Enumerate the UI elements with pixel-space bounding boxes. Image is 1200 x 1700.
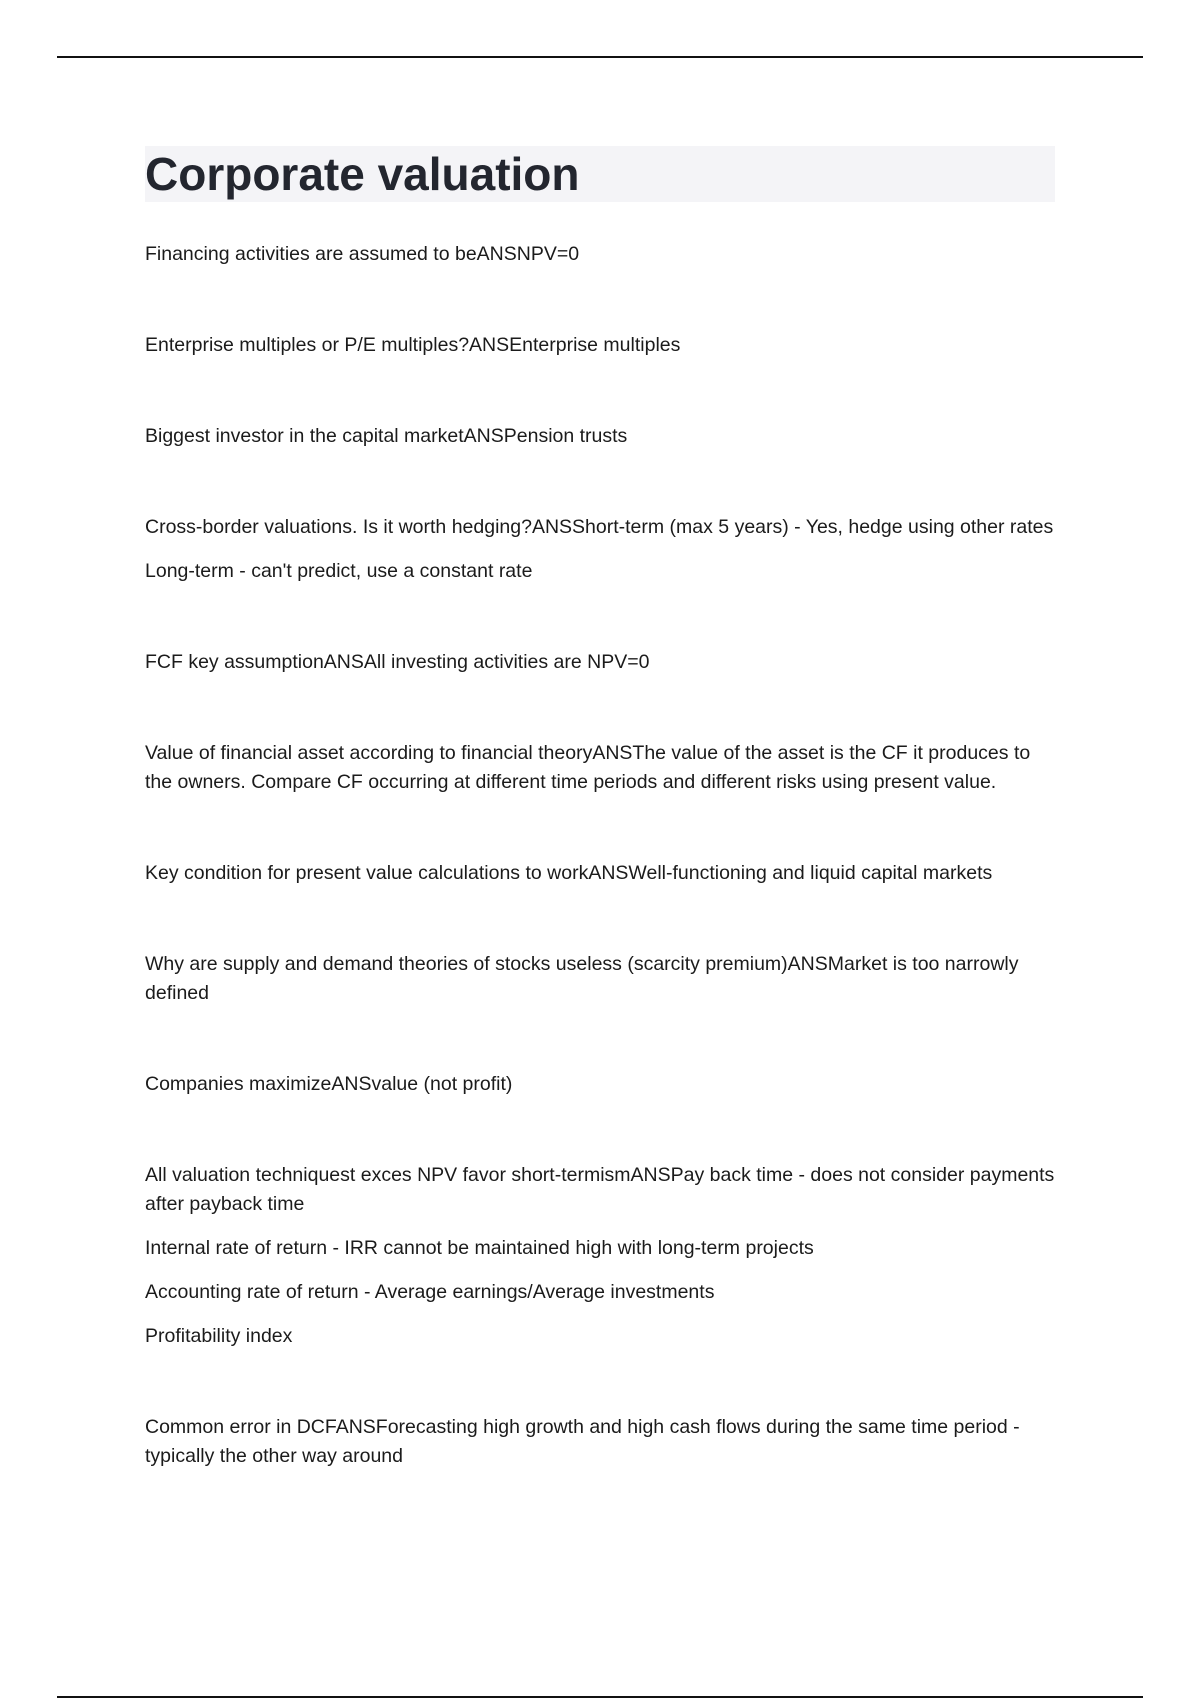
qa-entry	[145, 648, 1055, 677]
qa-entry	[145, 331, 1055, 360]
qa-text: Internal rate of return - IRR cannot be maintained high with long-term projects	[145, 1237, 814, 1259]
qa-entry	[145, 1161, 1055, 1351]
document-title: Corporate valuation	[145, 148, 580, 200]
qa-text: Long-term - can't predict, use a constant rate	[145, 560, 533, 582]
qa-entry	[145, 859, 1055, 888]
qa-text: Companies maximizeANSvalue (not profit)	[145, 1073, 513, 1095]
qa-entry	[145, 739, 1055, 797]
title-banner	[145, 146, 1055, 202]
qa-text: FCF key assumptionANSAll investing activities are NPV=0	[145, 651, 650, 673]
qa-text: Key condition for present value calculations to workANSWell-functioning and liquid capital markets	[145, 862, 993, 884]
qa-entry	[145, 1070, 1055, 1099]
qa-text: Value of financial asset according to financial theoryANSThe value of the asset is the CF it produces to the owners. Compare CF occurring at different time periods and different risks using present value.	[145, 742, 1031, 793]
qa-text: Biggest investor in the capital marketANSPension trusts	[145, 425, 628, 447]
qa-text: All valuation techniquest exces NPV favor short-termismANSPay back time - does not consider payments after payback time	[145, 1164, 1055, 1215]
qa-entry	[145, 240, 1055, 269]
qa-text: Cross-border valuations. Is it worth hedging?ANSShort-term (max 5 years) - Yes, hedge using other rates	[145, 516, 1054, 538]
qa-entry	[145, 513, 1055, 586]
bottom-rule	[57, 1696, 1143, 1698]
document-body	[145, 146, 1055, 1471]
qa-text: Enterprise multiples or P/E multiples?ANSEnterprise multiples	[145, 334, 681, 356]
qa-entry	[145, 422, 1055, 451]
qa-entry	[145, 1413, 1055, 1471]
qa-text: Financing activities are assumed to beANSNPV=0	[145, 243, 580, 265]
qa-text: Accounting rate of return - Average earnings/Average investments	[145, 1281, 715, 1303]
qa-entry	[145, 950, 1055, 1008]
top-rule	[57, 56, 1143, 58]
qa-text: Common error in DCFANSForecasting high growth and high cash flows during the same time period - typically the other way around	[145, 1416, 1020, 1467]
qa-text: Profitability index	[145, 1325, 293, 1347]
qa-text: Why are supply and demand theories of stocks useless (scarcity premium)ANSMarket is too narrowly defined	[145, 953, 1019, 1004]
